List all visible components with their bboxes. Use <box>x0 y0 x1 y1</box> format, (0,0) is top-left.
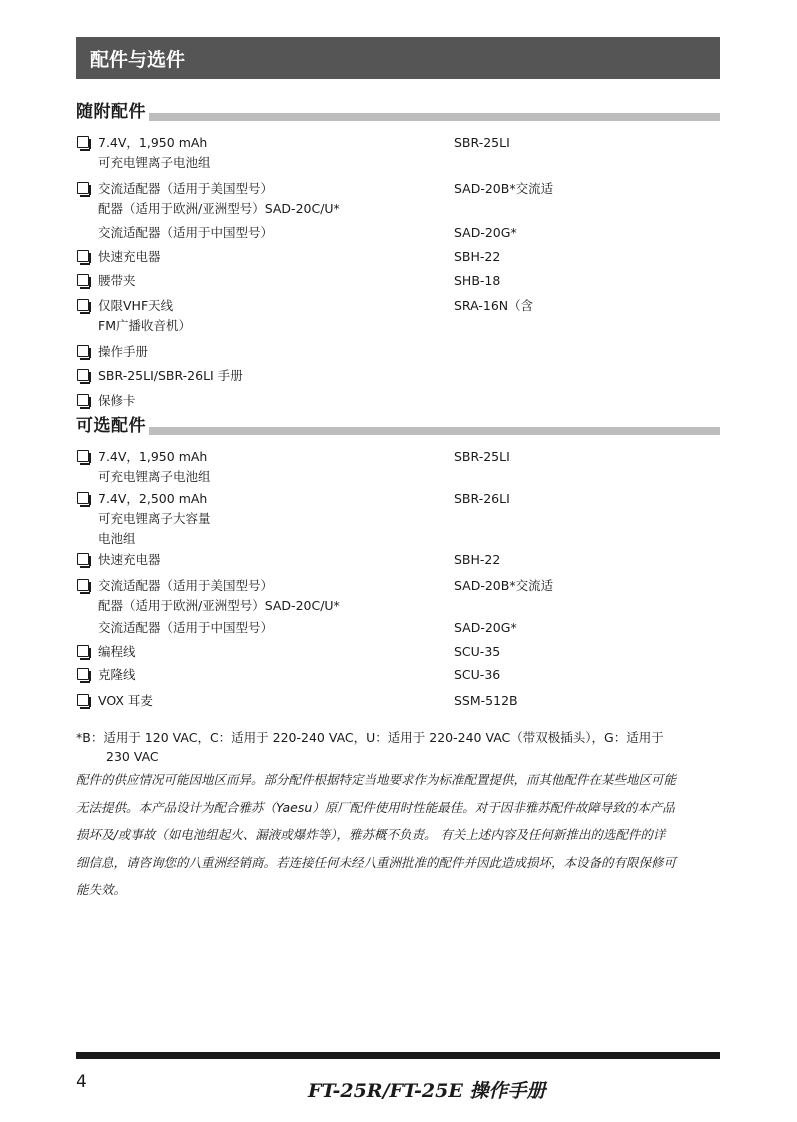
footer-rule <box>76 1052 720 1059</box>
checkbox-icon <box>77 345 89 357</box>
item-model: SCU-36 <box>454 667 501 682</box>
item-name: 7.4V，1,950 mAh <box>98 449 208 464</box>
item-model: SBR-26LI <box>454 491 510 506</box>
checkbox-icon <box>77 645 89 657</box>
checkbox-icon <box>77 299 89 311</box>
checkbox-icon <box>77 668 89 680</box>
item-model: SBH-22 <box>454 552 501 567</box>
checkbox-icon <box>77 492 89 504</box>
page-number: 4 <box>76 1072 87 1092</box>
checkbox-icon <box>77 136 89 148</box>
section-title: 可选配件 <box>76 415 149 437</box>
checkbox-icon <box>77 250 89 262</box>
checkbox-icon <box>77 394 89 406</box>
item-name: SBR-25LI/SBR-26LI 手册 <box>98 368 243 383</box>
item-model: SBH-22 <box>454 249 501 264</box>
item-name: 7.4V，2,500 mAh <box>98 491 208 506</box>
item-name-line3: 电池组 <box>98 531 136 546</box>
item-name: 仅限VHF天线 <box>98 298 174 313</box>
item-name-line2: 可充电锂离子电池组 <box>98 155 211 170</box>
item-name-line2: 可充电锂离子大容量 <box>98 511 211 526</box>
disclaimer-line: 配件的供应情况可能因地区而异。部分配件根据特定当地要求作为标准配置提供，而其他配件在某些地区可能 <box>76 772 677 787</box>
section-title: 随附配件 <box>76 101 149 123</box>
manual-title: FT-25R/FT-25E 操作手册 <box>308 1080 546 1102</box>
item-name-line2: FM广播收音机） <box>98 318 191 333</box>
footnote <box>76 728 720 766</box>
item-name: 腰带夹 <box>98 273 136 288</box>
item-name-line2: 配器（适用于欧洲/亚洲型号）SAD-20C/U* <box>98 201 340 216</box>
item-model: SBR-25LI <box>454 135 510 150</box>
page-title-bar <box>76 37 720 79</box>
disclaimer <box>76 766 726 904</box>
item-name: 快速充电器 <box>98 249 161 264</box>
item-name: 克隆线 <box>98 667 136 682</box>
disclaimer-line: 损坏及/或事故（如电池组起火、漏液或爆炸等），雅苏概不负责。 有关上述内容及任何新推出的选配件的详 <box>76 827 666 843</box>
item-name: VOX 耳麦 <box>98 693 153 708</box>
section-heading-optional <box>76 416 720 438</box>
item-name: 保修卡 <box>98 393 136 408</box>
item-model: SBR-25LI <box>454 449 510 464</box>
item-name: 交流适配器（适用于中国型号） <box>98 620 274 635</box>
item-name: 交流适配器（适用于美国型号） <box>98 181 274 196</box>
item-name: 7.4V，1,950 mAh <box>98 135 208 150</box>
item-model: SHB-18 <box>454 273 501 288</box>
page-title: 配件与选件 <box>90 49 186 71</box>
item-model: SSM-512B <box>454 693 518 708</box>
item-name: 操作手册 <box>98 344 149 359</box>
item-model: SAD-20B*交流适 <box>454 578 554 593</box>
checkbox-icon <box>77 579 89 591</box>
item-name: 快速充电器 <box>98 552 161 567</box>
checkbox-icon <box>77 274 89 286</box>
checkbox-icon <box>77 182 89 194</box>
disclaimer-line: 无法提供。本产品设计为配合雅苏（Yaesu）原厂配件使用时性能最佳。对于因非雅苏配件故障导致的本产品 <box>76 799 675 815</box>
footnote-line: *B：适用于 120 VAC，C：适用于 220-240 VAC，U：适用于 220-240 VAC（带双极插头），G：适用于 <box>76 730 664 745</box>
item-name: 编程线 <box>98 644 136 659</box>
item-model: SAD-20B*交流适 <box>454 181 554 196</box>
item-name-line2: 可充电锂离子电池组 <box>98 469 211 484</box>
checkbox-icon <box>77 450 89 462</box>
disclaimer-line: 能失效。 <box>76 882 127 898</box>
item-model: SAD-20G* <box>454 620 517 635</box>
disclaimer-line: 细信息，请咨询您的八重洲经销商。若连接任何未经八重洲批准的配件并因此造成损坏，本设备的有限保修可 <box>76 854 677 870</box>
section-heading-included <box>76 102 720 124</box>
section-rule <box>76 113 720 121</box>
checkbox-icon <box>77 694 89 706</box>
checkbox-icon <box>77 369 89 381</box>
footnote-line: 230 VAC <box>106 749 159 764</box>
item-model: SAD-20G* <box>454 225 517 240</box>
checkbox-icon <box>77 553 89 565</box>
item-name: 交流适配器（适用于美国型号） <box>98 578 274 593</box>
item-model: SRA-16N（含 <box>454 298 534 313</box>
item-model: SCU-35 <box>454 644 501 659</box>
item-name: 交流适配器（适用于中国型号） <box>98 225 274 240</box>
section-rule <box>76 427 720 435</box>
item-name-line2: 配器（适用于欧洲/亚洲型号）SAD-20C/U* <box>98 598 340 613</box>
